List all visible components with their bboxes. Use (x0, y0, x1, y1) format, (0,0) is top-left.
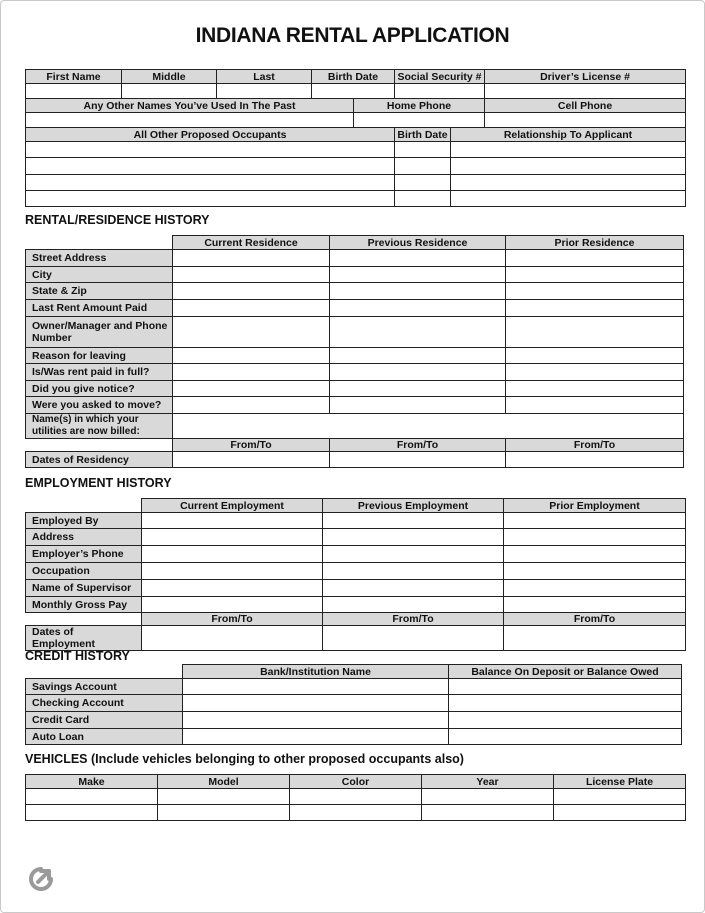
header-middle: Middle (122, 70, 217, 84)
rental-history-heading: RENTAL/RESIDENCE HISTORY (25, 213, 210, 227)
row-label-gross-pay: Monthly Gross Pay (26, 597, 142, 613)
row-label-city: City (26, 267, 173, 283)
applicant-table (25, 69, 686, 207)
header-birth-date: Birth Date (312, 70, 395, 84)
rental-field[interactable] (506, 317, 684, 348)
corner-blank (26, 236, 173, 250)
employment-field[interactable] (504, 513, 686, 529)
row-label-dates-residency: Dates of Residency (26, 452, 173, 468)
row-label-utilities: Name(s) in which your utilities are now billed: (26, 414, 173, 439)
header-relationship: Relationship To Applicant (451, 128, 686, 142)
row-label-employer-phone: Employer’s Phone (26, 546, 142, 563)
from-to-label: From/To (323, 613, 504, 626)
rental-field[interactable] (173, 283, 330, 300)
rental-field[interactable] (173, 250, 330, 267)
credit-field[interactable] (183, 679, 449, 695)
rental-field[interactable] (506, 250, 684, 267)
row-label-rent-paid: Is/Was rent paid in full? (26, 364, 173, 381)
residency-dates-field[interactable] (173, 452, 330, 468)
credit-field[interactable] (183, 729, 449, 745)
row-label-last-rent: Last Rent Amount Paid (26, 300, 173, 317)
row-label-checking: Checking Account (26, 695, 183, 712)
home-phone-field[interactable] (354, 113, 485, 128)
row-label-employed-by: Employed By (26, 513, 142, 529)
ssn-field[interactable] (395, 84, 485, 99)
employment-field[interactable] (323, 546, 504, 563)
credit-field[interactable] (449, 695, 682, 712)
occupant-relationship-field[interactable] (451, 142, 686, 158)
from-to-label: From/To (506, 439, 684, 452)
employment-field[interactable] (142, 529, 323, 546)
rental-field[interactable] (330, 364, 506, 381)
employment-field[interactable] (142, 597, 323, 613)
row-label-notice: Did you give notice? (26, 381, 173, 397)
occupant-name-field[interactable] (26, 158, 395, 175)
header-previous-residence: Previous Residence (330, 236, 506, 250)
employment-field[interactable] (323, 580, 504, 597)
rental-field[interactable] (173, 300, 330, 317)
from-to-blank (26, 439, 173, 452)
row-label-occupation: Occupation (26, 563, 142, 580)
vehicle-field[interactable] (26, 805, 158, 821)
header-previous-employment: Previous Employment (323, 499, 504, 513)
row-label-savings: Savings Account (26, 679, 183, 695)
row-label-auto-loan: Auto Loan (26, 729, 183, 745)
row-label-asked-move: Were you asked to move? (26, 397, 173, 414)
vehicle-field[interactable] (290, 789, 422, 805)
employment-field[interactable] (142, 513, 323, 529)
header-occupant-birth-date: Birth Date (395, 128, 451, 142)
employment-field[interactable] (504, 597, 686, 613)
residency-dates-field[interactable] (506, 452, 684, 468)
header-drivers-license: Driver’s License # (485, 70, 686, 84)
last-name-field[interactable] (217, 84, 312, 99)
credit-field[interactable] (449, 712, 682, 729)
employment-field[interactable] (323, 513, 504, 529)
employment-history-table (25, 498, 686, 651)
occupant-relationship-field[interactable] (451, 175, 686, 191)
vehicle-field[interactable] (158, 805, 290, 821)
rental-field[interactable] (173, 381, 330, 397)
rental-field[interactable] (173, 364, 330, 381)
rental-field[interactable] (173, 267, 330, 283)
header-make: Make (26, 775, 158, 789)
drivers-license-field[interactable] (485, 84, 686, 99)
corner-blank (26, 499, 142, 513)
occupant-relationship-field[interactable] (451, 191, 686, 207)
rental-field[interactable] (506, 267, 684, 283)
employment-field[interactable] (504, 580, 686, 597)
header-last: Last (217, 70, 312, 84)
rental-field[interactable] (330, 250, 506, 267)
occupant-birth-date-field[interactable] (395, 175, 451, 191)
vehicle-field[interactable] (26, 789, 158, 805)
header-bank-name: Bank/Institution Name (183, 665, 449, 679)
residency-dates-field[interactable] (330, 452, 506, 468)
rental-field[interactable] (506, 348, 684, 364)
occupant-name-field[interactable] (26, 175, 395, 191)
header-model: Model (158, 775, 290, 789)
employment-dates-field[interactable] (504, 626, 686, 651)
employment-dates-field[interactable] (142, 626, 323, 651)
rental-field[interactable] (330, 300, 506, 317)
header-ssn: Social Security # (395, 70, 485, 84)
row-label-owner-manager: Owner/Manager and Phone Number (26, 317, 173, 348)
rental-field[interactable] (506, 397, 684, 414)
from-to-label: From/To (173, 439, 330, 452)
rental-field[interactable] (330, 348, 506, 364)
vehicle-field[interactable] (158, 789, 290, 805)
arrow-logo-icon (28, 866, 54, 892)
vehicles-heading: VEHICLES (Include vehicles belonging to other proposed occupants also) (25, 752, 464, 766)
row-label-street-address: Street Address (26, 250, 173, 267)
employment-field[interactable] (323, 597, 504, 613)
rental-field[interactable] (173, 348, 330, 364)
employment-field[interactable] (142, 580, 323, 597)
rental-history-table (25, 235, 684, 468)
from-to-label: From/To (142, 613, 323, 626)
vehicles-table (25, 774, 686, 821)
rental-field[interactable] (173, 317, 330, 348)
header-prior-employment: Prior Employment (504, 499, 686, 513)
vehicle-field[interactable] (422, 805, 554, 821)
credit-history-table (25, 664, 682, 745)
header-prior-residence: Prior Residence (506, 236, 684, 250)
header-home-phone: Home Phone (354, 99, 485, 113)
occupant-relationship-field[interactable] (451, 158, 686, 175)
employment-history-heading: EMPLOYMENT HISTORY (25, 476, 172, 490)
occupant-name-field[interactable] (26, 142, 395, 158)
other-names-field[interactable] (26, 113, 354, 128)
cell-phone-field[interactable] (485, 113, 686, 128)
birth-date-field[interactable] (312, 84, 395, 99)
row-label-supervisor: Name of Supervisor (26, 580, 142, 597)
credit-field[interactable] (449, 729, 682, 745)
employment-field[interactable] (142, 563, 323, 580)
row-label-credit-card: Credit Card (26, 712, 183, 729)
from-to-label: From/To (504, 613, 686, 626)
credit-history-heading: CREDIT HISTORY (25, 649, 130, 663)
rental-field[interactable] (330, 381, 506, 397)
rental-field[interactable] (330, 283, 506, 300)
header-cell-phone: Cell Phone (485, 99, 686, 113)
row-label-dates-employment: Dates of Employment (26, 626, 142, 651)
header-license-plate: License Plate (554, 775, 686, 789)
from-to-blank (26, 613, 142, 626)
vehicle-field[interactable] (554, 789, 686, 805)
page-title: INDIANA RENTAL APPLICATION (195, 24, 510, 47)
rental-field[interactable] (506, 381, 684, 397)
occupant-birth-date-field[interactable] (395, 158, 451, 175)
occupant-name-field[interactable] (26, 191, 395, 207)
header-current-employment: Current Employment (142, 499, 323, 513)
row-label-reason-leaving: Reason for leaving (26, 348, 173, 364)
row-label-address: Address (26, 529, 142, 546)
header-occupants: All Other Proposed Occupants (26, 128, 395, 142)
header-other-names: Any Other Names You’ve Used In The Past (26, 99, 354, 113)
utilities-field[interactable] (173, 414, 684, 439)
rental-field[interactable] (330, 317, 506, 348)
employment-field[interactable] (323, 529, 504, 546)
employment-field[interactable] (142, 546, 323, 563)
employment-field[interactable] (323, 563, 504, 580)
vehicle-field[interactable] (290, 805, 422, 821)
employment-field[interactable] (504, 546, 686, 563)
employment-field[interactable] (504, 529, 686, 546)
rental-field[interactable] (330, 267, 506, 283)
first-name-field[interactable] (26, 84, 122, 99)
rental-field[interactable] (330, 397, 506, 414)
vehicle-field[interactable] (554, 805, 686, 821)
rental-field[interactable] (506, 364, 684, 381)
corner-blank (26, 665, 183, 679)
vehicle-field[interactable] (422, 789, 554, 805)
header-year: Year (422, 775, 554, 789)
rental-field[interactable] (506, 283, 684, 300)
employment-field[interactable] (504, 563, 686, 580)
row-label-state-zip: State & Zip (26, 283, 173, 300)
employment-dates-field[interactable] (323, 626, 504, 651)
credit-field[interactable] (183, 695, 449, 712)
header-balance: Balance On Deposit or Balance Owed (449, 665, 682, 679)
header-color: Color (290, 775, 422, 789)
occupant-birth-date-field[interactable] (395, 191, 451, 207)
rental-field[interactable] (506, 300, 684, 317)
middle-name-field[interactable] (122, 84, 217, 99)
header-current-residence: Current Residence (173, 236, 330, 250)
credit-field[interactable] (183, 712, 449, 729)
rental-field[interactable] (173, 397, 330, 414)
occupant-birth-date-field[interactable] (395, 142, 451, 158)
header-first-name: First Name (26, 70, 122, 84)
credit-field[interactable] (449, 679, 682, 695)
from-to-label: From/To (330, 439, 506, 452)
